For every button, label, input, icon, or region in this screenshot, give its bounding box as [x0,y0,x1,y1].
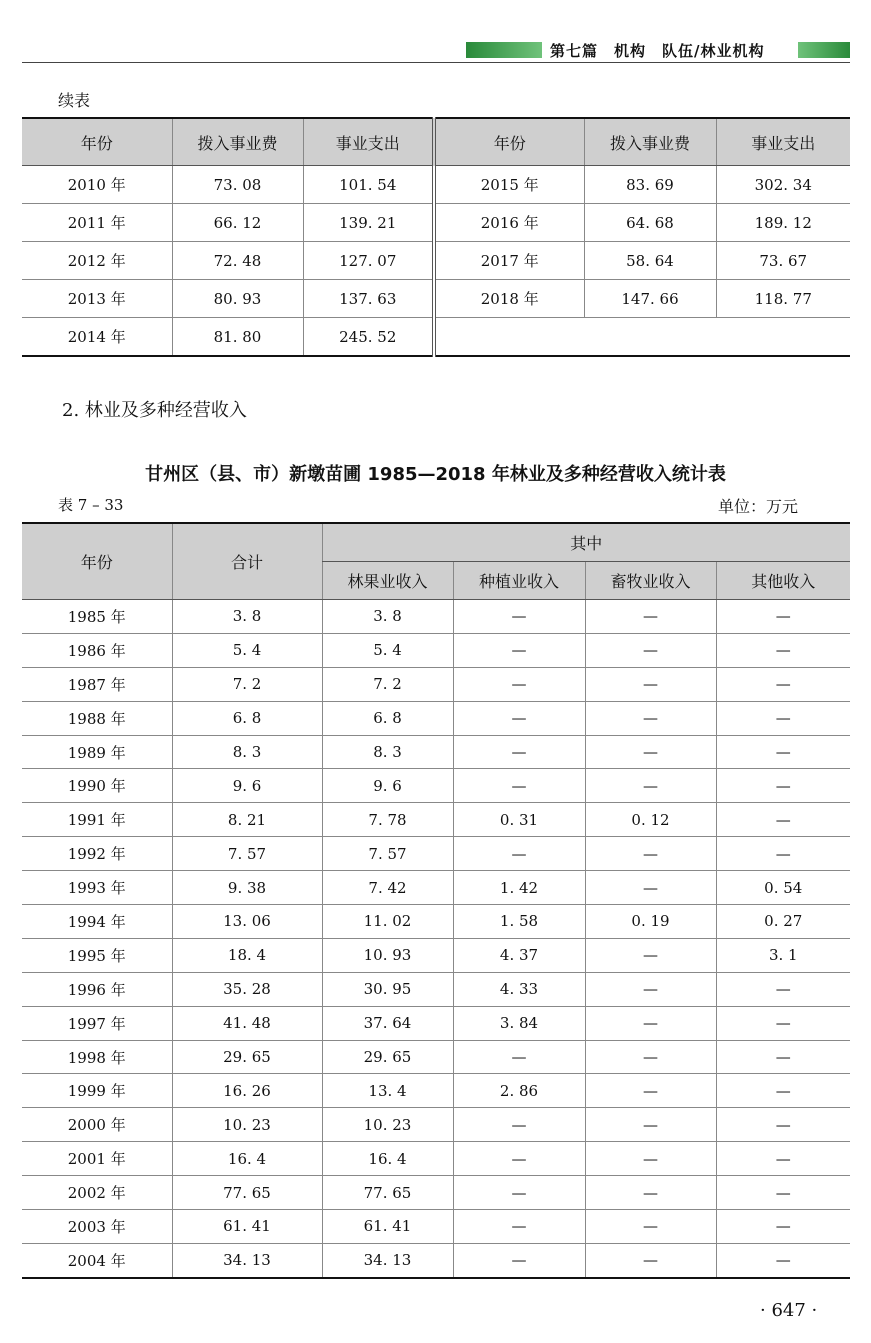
table-cell: 10. 23 [172,1108,322,1142]
table-cell: 30. 95 [322,972,453,1006]
table-cell: 37. 64 [322,1006,453,1040]
table-row [22,1006,850,1040]
table-row [22,769,850,803]
table-row [22,166,850,204]
table-cell: — [585,701,716,735]
table-cell: 6. 8 [322,701,453,735]
table-cell: 9. 38 [172,871,322,905]
running-header [22,40,850,64]
table-row [22,701,850,735]
table-cell: 139. 21 [303,204,434,242]
table-cell: 34. 13 [322,1243,453,1277]
table-row [22,1176,850,1210]
table-cell: 61. 41 [322,1210,453,1244]
table-cell: 4. 37 [453,938,585,972]
table-cell: — [453,1142,585,1176]
income-table [22,522,850,1279]
table-cell: — [585,837,716,871]
table-cell: 2015 年 [434,166,584,204]
table-cell: 6. 8 [172,701,322,735]
table-cell: — [716,1040,850,1074]
table-cell: 8. 3 [322,735,453,769]
table-cell: 1995 年 [22,938,172,972]
table-cell: 16. 4 [172,1142,322,1176]
table-cell: 2013 年 [22,280,172,318]
header-cell: 年份 [22,118,172,166]
table-cell: — [453,1176,585,1210]
table-cell: 1990 年 [22,769,172,803]
table-cell: 2014 年 [67,328,126,346]
table-cell: — [716,701,850,735]
table-cell: — [453,667,585,701]
table-row [22,905,850,939]
table-cell: 35. 28 [172,972,322,1006]
table-cell: 73. 08 [172,166,303,204]
table-cell: — [716,1176,850,1210]
table-cell: 1998 年 [22,1040,172,1074]
table-cell: 1992 年 [22,837,172,871]
table-cell: 2010 年 [22,166,172,204]
table-cell: 7. 57 [172,837,322,871]
table-cell: — [453,769,585,803]
header-rule [22,62,850,63]
table-cell: 0. 19 [585,905,716,939]
table-cell: — [716,972,850,1006]
table-cell: 64. 68 [584,204,716,242]
table-cell: — [585,1006,716,1040]
table-cell: 2004 年 [67,1251,126,1270]
table-cell: 147. 66 [584,280,716,318]
table-cell: — [716,1142,850,1176]
table-cell: 8. 21 [172,803,322,837]
table-cell: 41. 48 [172,1006,322,1040]
table-row [22,1243,850,1277]
table-cell: — [716,803,850,837]
table-row [22,1040,850,1074]
table-header-row [22,118,850,166]
table-cell: 61. 41 [172,1210,322,1244]
table-cell: 9. 6 [172,769,322,803]
table-title: 甘州区（县、市）新墩苗圃 1985—2018 年林业及多种经营收入统计表 [145,464,726,485]
table-cell: 127. 07 [303,242,434,280]
table-cell: 66. 12 [172,204,303,242]
table-cell: 29. 65 [322,1040,453,1074]
table-cell: 34. 13 [172,1243,322,1277]
table-cell: — [453,837,585,871]
header-cell: 事业支出 [716,118,850,166]
table-cell: 18. 4 [172,938,322,972]
empty-cell [434,318,850,357]
table-cell: 302. 34 [716,166,850,204]
funding-table [22,117,850,357]
table-cell: 5. 4 [172,633,322,667]
table-cell: — [453,1040,585,1074]
table-cell: 1997 年 [22,1006,172,1040]
table-cell: 77. 65 [322,1176,453,1210]
table-cell: — [716,1210,850,1244]
header-cell-sub: 畜牧业收入 [585,562,716,600]
table-cell: 72. 48 [172,242,303,280]
table-cell: 2016 年 [434,204,584,242]
table-cell: — [585,1243,716,1277]
table-row [22,871,850,905]
table-cell: 13. 4 [322,1074,453,1108]
table-cell: 16. 26 [172,1074,322,1108]
table-cell: 9. 6 [322,769,453,803]
table-cell: 1. 42 [453,871,585,905]
table-cell: — [716,633,850,667]
table-row [22,1142,850,1176]
table-row [22,735,850,769]
table-cell: 2017 年 [434,242,584,280]
table-cell: — [585,1210,716,1244]
table-cell: 83. 69 [584,166,716,204]
table-cell: 0. 27 [716,905,850,939]
table-cell: 3. 8 [172,600,322,634]
table-cell: — [716,1006,850,1040]
table-cell: — [716,769,850,803]
table-cell: 29. 65 [172,1040,322,1074]
table-cell: 2. 86 [453,1074,585,1108]
section-heading: 2. 林业及多种经营收入 [62,400,247,421]
header-accent-bar-right [798,42,850,58]
table-cell: 7. 78 [322,803,453,837]
table-row [22,803,850,837]
table-cell: 3. 8 [322,600,453,634]
table-cell: 1986 年 [22,633,172,667]
table-cell: 1993 年 [22,871,172,905]
table-cell: — [453,701,585,735]
table-cell: 2018 年 [434,280,584,318]
table-row [22,318,850,357]
table-cell: — [453,600,585,634]
table-cell: 7. 42 [322,871,453,905]
table-cell: 3. 84 [453,1006,585,1040]
table-cell: 101. 54 [303,166,434,204]
header-cell-year: 年份 [22,523,172,600]
table-cell: 1991 年 [22,803,172,837]
table-cell: 7. 57 [322,837,453,871]
table-cell: 58. 64 [584,242,716,280]
table-cell: — [453,1210,585,1244]
header-cell: 拨入事业费 [584,118,716,166]
table-cell: 0. 31 [453,803,585,837]
table-unit: 单位：万元 [718,497,799,516]
table-cell: — [716,600,850,634]
table-cell: — [585,972,716,1006]
table-cell: 1987 年 [22,667,172,701]
table-row [22,1210,850,1244]
table-cell: — [585,1142,716,1176]
table-cell: — [716,667,850,701]
table-row [22,837,850,871]
table-row [22,938,850,972]
header-cell: 拨入事业费 [172,118,303,166]
table-row [22,242,850,280]
table-cell: 1. 58 [453,905,585,939]
header-cell-total: 合计 [172,523,322,600]
table-cell: — [716,735,850,769]
table-cell: — [585,1074,716,1108]
header-cell-sub: 其他收入 [716,562,850,600]
table-cell: — [585,1176,716,1210]
table-cell: 1996 年 [22,972,172,1006]
table-cell: 189. 12 [716,204,850,242]
table-row [22,667,850,701]
table-cell: 0. 54 [716,871,850,905]
table-cell: 2012 年 [22,242,172,280]
table-cell: — [585,769,716,803]
header-cell-group: 其中 [322,523,850,562]
table-row [22,633,850,667]
table-cell: 77. 65 [172,1176,322,1210]
continued-table-label: 续表 [58,91,91,110]
table-cell: 10. 23 [322,1108,453,1142]
table-cell: 1985 年 [22,600,172,634]
header-cell-sub: 林果业收入 [322,562,453,600]
table-cell: 2011 年 [22,204,172,242]
table-cell: — [453,633,585,667]
table-cell: — [585,633,716,667]
table-cell: 245. 52 [303,318,434,357]
table-cell: 2001 年 [22,1142,172,1176]
table-cell: 16. 4 [322,1142,453,1176]
header-title: 第七篇 机构 队伍/林业机构 [550,42,765,60]
table-cell: 4. 33 [453,972,585,1006]
table-cell: — [585,667,716,701]
table-cell: 2000 年 [22,1108,172,1142]
table-cell: — [585,600,716,634]
table-cell: 137. 63 [303,280,434,318]
table-cell: — [716,837,850,871]
table-row [22,280,850,318]
table-cell: — [585,1040,716,1074]
table-row [22,1108,850,1142]
table-row [22,1074,850,1108]
table-cell: 1989 年 [22,735,172,769]
table-cell: — [585,1108,716,1142]
header-cell: 年份 [434,118,584,166]
table-cell: — [453,735,585,769]
table-cell: 73. 67 [716,242,850,280]
table-cell: — [585,735,716,769]
table-number: 表 7 – 33 [58,496,124,514]
table-cell: 7. 2 [322,667,453,701]
table-cell: 10. 93 [322,938,453,972]
table-cell: 81. 80 [172,318,303,357]
table-cell: — [585,871,716,905]
table-cell: 5. 4 [322,633,453,667]
table-cell: 118. 77 [716,280,850,318]
table-cell: — [716,1243,850,1277]
header-accent-bar-left [466,42,542,58]
table-row [22,972,850,1006]
table-cell: 8. 3 [172,735,322,769]
table-cell: — [585,938,716,972]
table-cell: — [716,1074,850,1108]
table-cell: — [716,1108,850,1142]
table-cell: 13. 06 [172,905,322,939]
table-row [22,204,850,242]
table-row [22,600,850,634]
header-cell: 事业支出 [303,118,434,166]
table-cell: 1988 年 [22,701,172,735]
table-cell: 80. 93 [172,280,303,318]
table-cell: — [453,1108,585,1142]
header-cell-sub: 种植业收入 [453,562,585,600]
table-cell: 1994 年 [22,905,172,939]
table-cell: 1999 年 [22,1074,172,1108]
table-cell: 11. 02 [322,905,453,939]
table-cell: 2003 年 [22,1210,172,1244]
table-cell: 3. 1 [716,938,850,972]
table-cell: — [453,1243,585,1277]
table-cell: 2002 年 [22,1176,172,1210]
table-cell: 0. 12 [585,803,716,837]
page-number: · 647 · [760,1300,818,1321]
table-cell: 7. 2 [172,667,322,701]
